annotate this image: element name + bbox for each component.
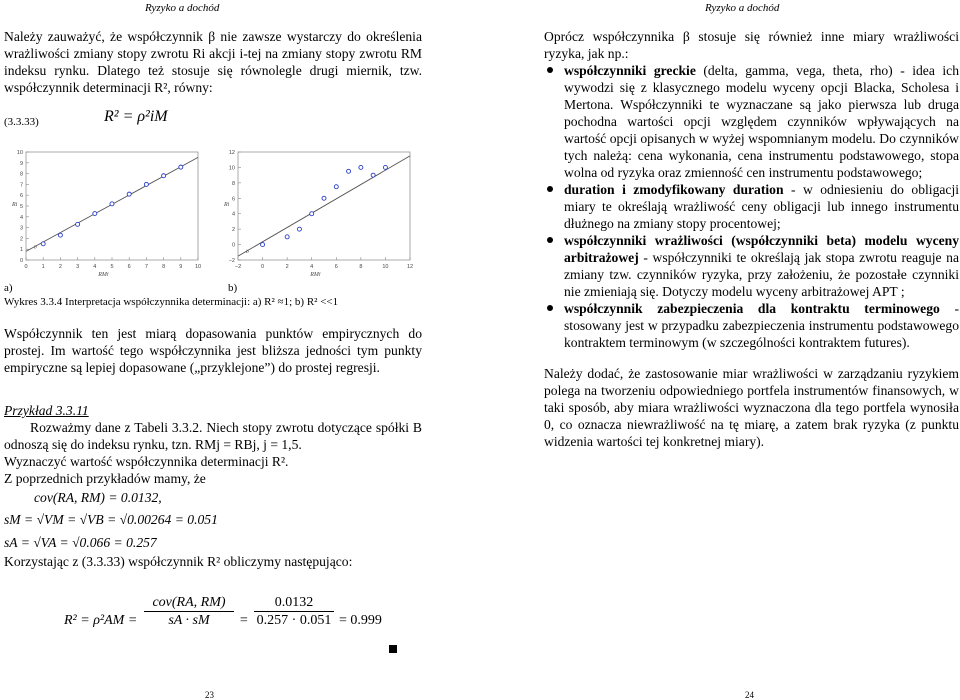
plot-b-xtick-label: −2 (234, 264, 242, 270)
plot-a-ytick-label: 5 (19, 204, 23, 210)
left-paragraph-2: Współczynnik ten jest miarą dopasowania punktów empirycznych do prostej. Im wartość tego współczynnika jest bliższa jedności tym punkty empiryczne są lepiej dopasowane („przyklejone”) do prostej regresji. (4, 326, 422, 375)
plot-b-ytick-label: 2 (231, 227, 235, 234)
final-result: = 0.999 (339, 613, 382, 628)
plot-b-intercept-label: b (246, 249, 249, 256)
fraction-1-denominator: sA · sM (144, 611, 234, 629)
plot-b-ytick-label: 0 (231, 242, 235, 249)
list-item: współczynnik zabezpieczenia dla kontraktu terminowego - stosowany jest w przypadku zabezpieczenia instrumentu podstawowego kontraktem terminowym (w szczególności kontraktem futures). (544, 300, 959, 351)
right-running-header: Ryzyko a dochód (705, 2, 780, 14)
plot-b-ytick-label: 6 (231, 196, 235, 203)
plot-b-ytick-label: −2 (228, 258, 235, 264)
right-page-number: 24 (745, 690, 754, 700)
plot-a-point (144, 182, 148, 186)
plot-a-svg (4, 146, 204, 276)
plot-a-point (162, 174, 166, 178)
plot-a-point (127, 192, 131, 196)
plot-b-point (322, 196, 326, 200)
right-intro: Oprócz współczynnika β stosuje się również inne miary wrażliwości ryzyka, jak np.: (544, 29, 959, 61)
fraction-1-numerator: cov(RA, RM) (152, 595, 226, 610)
plot-a-xtick-label: 5 (110, 264, 114, 270)
plot-a-ytick-label: 4 (19, 214, 23, 221)
plot-b-ytick-label: 10 (228, 165, 235, 172)
plot-a-ytick-label: 3 (19, 225, 23, 232)
plot-b-point (371, 173, 375, 177)
plot-a-point (179, 165, 183, 169)
plot-b-xtick-label: 2 (285, 264, 289, 270)
plot-a-ytick-label: 1 (19, 247, 23, 254)
example-title: Przykład 3.3.11 (4, 403, 89, 418)
plot-a-intercept-label: b (34, 244, 37, 251)
plot-b-regression-line (238, 156, 410, 256)
example-text: Rozważmy dane z Tabeli 3.3.2. Niech stopy zwrotu dotyczące spółki B odnoszą się do indeksu rynku, tzn. RMj = RBj, j = 1,5. (4, 420, 422, 452)
fraction-2-denominator: 0.257 · 0.051 (254, 611, 334, 629)
plot-b-point (261, 243, 265, 247)
bullet-icon (547, 305, 553, 311)
equation-label: (3.3.33) (4, 116, 39, 128)
list-item: współczynniki greckie (delta, gamma, vega, theta, rho) - idea ich wywodzi się z klasycznego modelu wyceny opcji Blacka, Scholesa i Mertona. Współczynniki te wyznaczane są jako pierwsza lub druga pochodna wartości opcji względem czynników wpływających na wartość opcji opisanych w wyżej wspomnianym modelu. Do czynników tych należą: cena wykonania, cena instrumentu podstawowego, stopa wolna od ryzyka oraz zmienność cen instrumentu podstawowego; (544, 62, 959, 181)
plot-a-xtick-label: 0 (24, 264, 28, 270)
plot-b-point (297, 227, 301, 231)
plot-b-ylabel: Ri (224, 202, 230, 208)
plot-b-ytick-label: 8 (231, 180, 235, 187)
plot-a-xtick-label: 2 (58, 264, 62, 270)
plot-b-point (383, 165, 387, 169)
figure-caption: Wykres 3.3.4 Interpretacja współczynnika determinacji: a) R² ≈1; b) R² <<1 (4, 296, 339, 308)
fig-b-label: b) (228, 282, 238, 294)
plot-b-xtick-label: 4 (310, 264, 314, 270)
plot-a-point (76, 222, 80, 226)
plot-a-ytick-label: 6 (19, 193, 23, 200)
sm-line: sM = √VM = √VB = √0.00264 = 0.051 (4, 512, 218, 527)
plot-a-point (58, 233, 62, 237)
previous-results-text: Z poprzednich przykładów mamy, że (4, 471, 206, 486)
left-intro-paragraph: Należy zauważyć, że współczynnik β nie zawsze wystarczy do określenia wrażliwości zmiany stopy zwrotu Ri akcji i-tej na zmiany stopy zwrotu RM indeksu rynku. Dlatego też stosuje się równolegle drugi miernik, tzw. współczynnik determinacji R², równy: (4, 29, 422, 95)
plot-b-xtick-label: 0 (261, 264, 265, 270)
left-page-number: 23 (205, 690, 214, 700)
equation-body: R² = ρ²iM (104, 108, 168, 125)
covariance-line: cov(RA, RM) = 0.0132, (34, 490, 162, 505)
plot-b-point (334, 185, 338, 189)
plot-a-ytick-label: 8 (19, 171, 23, 178)
plot-a-point (110, 202, 114, 206)
plot-a-xlabel: RMj (98, 272, 109, 276)
plot-a-xtick-label: 1 (41, 264, 45, 270)
plot-a-point (41, 242, 45, 246)
bullet-icon (547, 186, 553, 192)
right-page (544, 28, 959, 450)
final-lhs: R² = ρ²AM = (64, 613, 138, 628)
sensitivity-measures-list (544, 62, 959, 351)
list-item: duration i zmodyfikowany duration - w odniesieniu do obligacji miary te określają wrażliwość ceny obligacji lub innego instrumentu dłużnego na zmiany stopy procentowej; (544, 181, 959, 232)
plot-a-ytick-label: 9 (19, 160, 23, 167)
right-paragraph-2: Należy dodać, że zastosowanie miar wrażliwości w zarządzaniu ryzykiem polega na tworzeniu odpowiedniego portfela instrumentów finansowych, w taki sposób, aby miara wrażliwości wyznaczona dla tego portfela wynosiła 0, co oznacza niewrażliwość na tę miarę, a zatem brak ryzyka (z punktu widzenia wartości tej konkretnej miary). (544, 366, 959, 449)
plot-b-point (285, 235, 289, 239)
plot-a-xtick-label: 6 (127, 264, 131, 270)
sa-line: sA = √VA = √0.066 = 0.257 (4, 535, 157, 550)
equation-3-3-33 (4, 102, 422, 142)
compute-text: Wyznaczyć wartość współczynnika determinacji R². (4, 454, 289, 469)
plot-a-ytick-label: 7 (19, 182, 23, 189)
plot-a-xtick-label: 10 (194, 264, 202, 270)
plot-b (216, 146, 416, 276)
using-text: Korzystając z (3.3.33) współczynnik R² obliczymy następująco: (4, 554, 353, 569)
plot-b-xtick-label: 6 (334, 264, 338, 270)
plot-a (4, 146, 204, 276)
plot-b-ytick-label: 4 (231, 211, 235, 218)
fig-a-label: a) (4, 282, 13, 294)
plot-b-point (359, 165, 363, 169)
plot-a-xtick-label: 9 (179, 264, 183, 270)
plot-a-ylabel: Ri (12, 202, 18, 208)
plot-a-xtick-label: 3 (76, 264, 80, 270)
plot-b-xlabel: RMj (310, 272, 321, 276)
left-page (4, 28, 422, 646)
plot-b-ytick-label: 12 (228, 150, 235, 156)
plot-a-ytick-label: 0 (19, 258, 23, 264)
plot-b-xtick-label: 10 (382, 264, 389, 270)
left-running-header: Ryzyko a dochód (145, 2, 220, 14)
end-square-icon (389, 645, 397, 653)
plot-a-ytick-label: 10 (16, 150, 23, 156)
plot-b-xtick-label: 8 (359, 264, 363, 270)
figure-3-3-4 (4, 146, 422, 286)
plot-b-point (347, 169, 351, 173)
final-formula: R² = ρ²AM = cov(RA, RM) sA · sM = $\frac{0.0132}{0.257 \cdot 0.051}$ = 0.999 (64, 595, 382, 628)
plot-a-ytick-label: 2 (19, 236, 23, 243)
bullet-icon (547, 237, 553, 243)
plot-a-xtick-label: 7 (144, 264, 148, 270)
plot-a-xtick-label: 8 (162, 264, 166, 270)
plot-b-svg (216, 146, 416, 276)
list-item: współczynniki wrażliwości (współczynniki beta) modelu wyceny arbitrażowej - współczynniki te określają jak stopa zwrotu reaguje na zmiany tzw. czynników ryzyka, przy założeniu, że pozostałe czynniki nie zmieniają się. Dotyczy modelu wyceny arbitrażowej APT ; (544, 232, 959, 300)
fraction-2-numerator: 0.0132 (274, 595, 314, 610)
plot-b-point (310, 212, 314, 216)
plot-b-xtick-label: 12 (406, 264, 414, 270)
plot-a-point (93, 212, 97, 216)
bullet-icon (547, 67, 553, 73)
plot-a-xtick-label: 4 (93, 264, 97, 270)
